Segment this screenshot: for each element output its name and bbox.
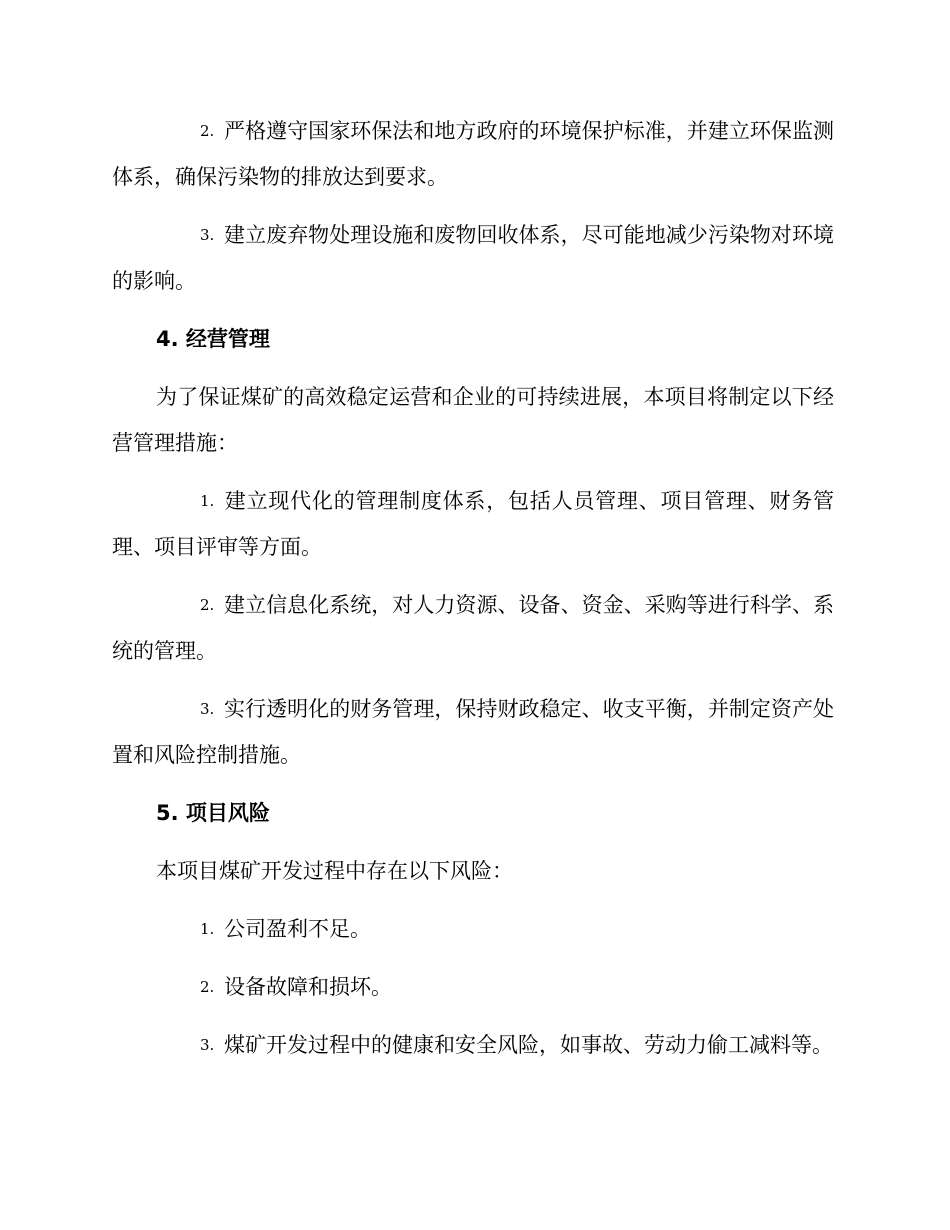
section-heading-operations: 4. 经营管理 (156, 327, 270, 351)
list-item-risk-3 (112, 1022, 834, 1068)
list-item-text: 公司盈利不足。 (224, 917, 371, 941)
list-item-ops-1 (112, 478, 834, 570)
list-item-text: 设备故障和损坏。 (224, 975, 392, 999)
list-item-text: 建立废弃物处理设施和废物回收体系，尽可能地减少污染物对环境的影响。 (112, 223, 834, 293)
list-item-text: 实行透明化的财务管理，保持财政稳定、收支平衡，并制定资产处置和风险控制措施。 (112, 697, 834, 767)
paragraph-operations-intro: 为了保证煤矿的高效稳定运营和企业的可持续进展，本项目将制定以下经营管理措施： (112, 385, 834, 455)
list-number: 1. (200, 920, 215, 938)
list-item-ops-2 (112, 582, 834, 674)
list-item-env-2 (112, 108, 834, 200)
list-item-risk-2 (112, 964, 834, 1010)
list-number: 3. (200, 700, 215, 718)
list-number: 2. (200, 122, 215, 140)
list-item-risk-1 (112, 906, 834, 952)
list-number: 2. (200, 596, 215, 614)
list-number: 3. (200, 226, 215, 244)
paragraph-risks-intro: 本项目煤矿开发过程中存在以下风险： (156, 859, 513, 883)
list-number: 1. (200, 492, 215, 510)
list-item-text: 建立现代化的管理制度体系，包括人员管理、项目管理、财务管理、项目评审等方面。 (112, 489, 834, 559)
list-number: 3. (200, 1036, 215, 1054)
document-body (112, 108, 834, 1080)
list-item-text: 建立信息化系统，对人力资源、设备、资金、采购等进行科学、系统的管理。 (112, 593, 834, 663)
list-item-text: 严格遵守国家环保法和地方政府的环境保护标准，并建立环保监测体系，确保污染物的排放达到要求。 (112, 119, 834, 189)
list-item-text: 煤矿开发过程中的健康和安全风险，如事故、劳动力偷工减料等。 (224, 1033, 833, 1057)
list-number: 2. (200, 978, 215, 996)
list-item-ops-3 (112, 686, 834, 778)
list-item-env-3 (112, 212, 834, 304)
section-heading-risks: 5. 项目风险 (156, 801, 270, 825)
